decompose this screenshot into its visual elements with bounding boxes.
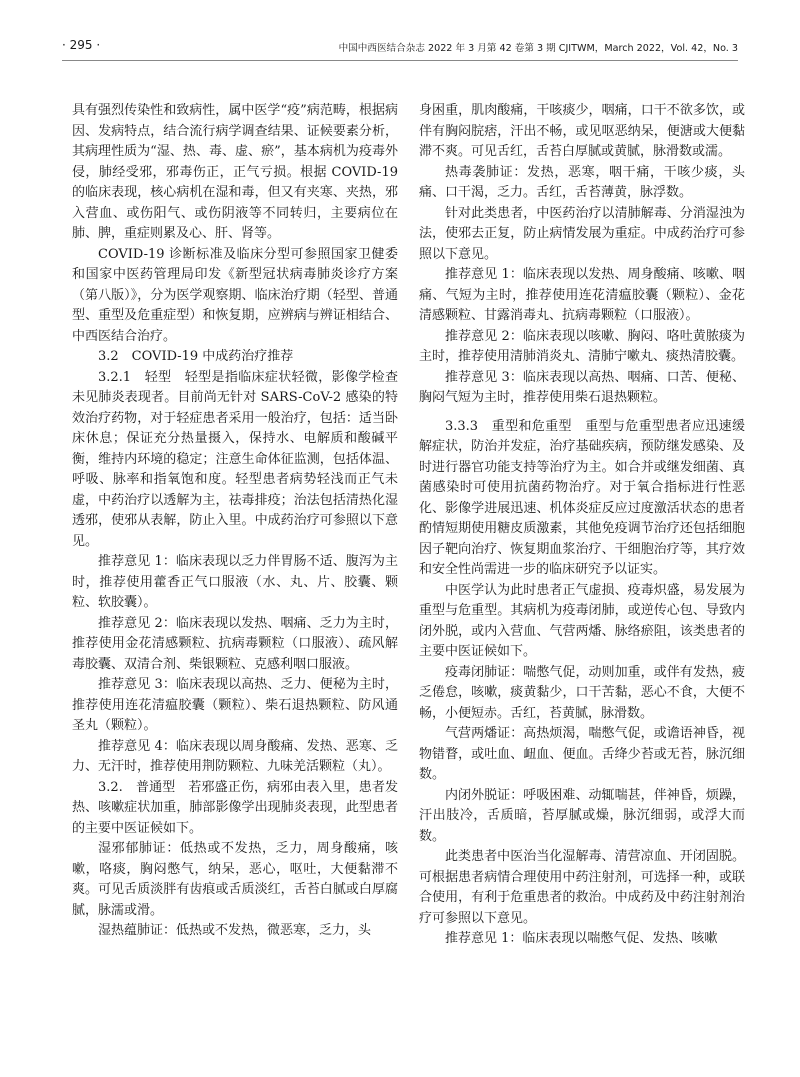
paragraph-continued: 具有强烈传染性和致病性，属中医学“疫”病范畴，根据病因、发病特点，结合流行病学调查结果、证候要素分析，其病理性质为“湿、热、毒、虚、瘀”，基本病机为疫毒外侵，肺经受邪，邪毒伤正，正气亏损。根据 COVID-19 的临床表现，核心病机在湿和毒，但又有夹寒、夹热，邪入营血、或伤阳气、或伤阴液等不同转归，主要病位在肺、脾，重症则累及心、肝、肾等。 — [72, 103, 398, 241]
paragraph-tcm-severe: 中医学认为此时患者正气虚损、疫毒炽盛，易发展为重型与危重型。其病机为疫毒闭肺，或逆传心包、导致内闭外脱，或内入营血、气营两燔、脉络瘀阻，该类患者的主要中医证候如下。 — [419, 582, 745, 659]
recommendation-3-common: 推荐意见 3：临床表现以高热、咽痛、口苦、便秘、胸闷气短为主时，推荐使用柴石退热颗粒。 — [419, 369, 745, 405]
running-header — [62, 36, 738, 61]
paragraph-common-type: 3.2. 普通型 若邪盛正伤，病邪由表入里，患者发热、咳嗽症状加重，肺部影像学出现肺炎表现，此型患者的主要中医证候如下。 — [72, 779, 398, 836]
recommendation-1-severe: 推荐意见 1：临床表现以喘憋气促、发热、咳嗽 — [445, 931, 718, 946]
page-number: · 295 · — [62, 38, 101, 52]
recommendation-1-common: 推荐意见 1：临床表现以发热、周身酸痛、咳嗽、咽痛、气短为主时，推荐使用连花清瘟胶囊（颗粒）、金花清感颗粒、甘露消毒丸、抗病毒颗粒（口服液）。 — [419, 267, 745, 323]
recommendation-2: 推荐意见 2：临床表现以发热、咽痛、乏力为主时，推荐使用金花清感颗粒、抗病毒颗粒（口服液）、疏风解毒胶囊、双清合剂、柴银颗粒、克感利咽口服液。 — [72, 615, 398, 672]
syndrome-toxin-blocking-lung: 疫毒闭肺证：喘憋气促，动则加重，或伴有发热，疲乏倦怠，咳嗽，痰黄黏少，口干苦黏，恶心不食，大便不畅，小便短赤。舌红，苔黄腻，脉滑数。 — [419, 664, 745, 721]
paragraph-diagnosis-criteria: COVID-19 诊断标准及临床分型可参照国家卫健委和国家中医药管理局印发《新型冠状病毒肺炎诊疗方案（第八版）》，分为医学观察期、临床治疗期（轻型、普通型、重型及危重症型）和恢复期，应辨病与辨证相结合、中西医结合治疗。 — [72, 246, 398, 344]
syndrome-damp-lung: 湿邪郁肺证：低热或不发热，乏力，周身酸痛，咳嗽，咯痰，胸闷憋气，纳呆，恶心，呕吐，大便黏滞不爽。可见舌质淡胖有齿痕或舌质淡红，舌苔白腻或白厚腐腻，脉濡或滑。 — [72, 841, 398, 918]
recommendation-1: 推荐意见 1：临床表现以乏力伴胃肠不适、腹泻为主时，推荐使用藿香正气口服液（水、丸、片、胶囊、颗粒、软胶囊）。 — [72, 554, 398, 610]
journal-citation: 中国中西医结合杂志 2022 年 3 月第 42 卷第 3 期 CJITWM，March 2022，Vol. 42，No. 3 — [338, 43, 738, 54]
syndrome-qi-ying-blaze: 气营两燔证：高热烦渴，喘憋气促，或谵语神昏，视物错瞀，或吐血、衄血、便血。舌绛少苔或无苔，脉沉细数。 — [419, 726, 745, 782]
paragraph-treatment-principle: 针对此类患者，中医药治疗以清肺解毒、分消湿浊为法，使邪去正复，防止病情发展为重症。中成药治疗可参照以下意见。 — [419, 205, 745, 262]
recommendation-3: 推荐意见 3：临床表现以高热、乏力、便秘为主时，推荐使用连花清瘟胶囊（颗粒）、柴石退热颗粒、防风通圣丸（颗粒）。 — [72, 677, 398, 733]
section-heading-3-2: 3.2 COVID-19 中成药治疗推荐 — [98, 349, 294, 364]
syndrome-damp-heat-lung: 湿热蕴肺证：低热或不发热，微恶寒，乏力，头 — [98, 923, 372, 938]
syndrome-inner-block-outer-collapse: 内闭外脱证：呼吸困难、动辄喘甚，伴神昏，烦躁，汗出肢冷，舌质暗，苔厚腻或燥，脉沉细弱，或浮大而数。 — [419, 787, 745, 844]
paragraph-severe-treatment: 此类患者中医治当化湿解毒、清营凉血、开闭固脱。可根据患者病情合理使用中药注射剂，可选择一种，或联合使用，有利于危重患者的救治。中成药及中药注射剂治疗可参照以下意见。 — [419, 849, 745, 926]
right-column — [419, 101, 745, 950]
paragraph-mild-type: 3.2.1 轻型 轻型是指临床症状轻微，影像学检查未见肺炎表现者。目前尚无针对 SARS-CoV-2 感染的特效治疗药物，对于轻症患者采用一般治疗，包括：适当卧床休息；保证充分热量摄入，保持水、电解质和酸碱平衡，维持内环境的稳定；注意生命体征监测，包括体温、呼吸、脉率和指氧饱和度。轻型患者病势轻浅而正气未虚，中药治疗以透解为主，祛毒排疫；治法包括清热化湿透邪，使邪从表解，防止入里。中成药治疗可参照以下意见。 — [72, 369, 398, 549]
paragraph-continued-right: 身困重，肌肉酸痛，干咳痰少，咽痛，口干不欲多饮，或伴有胸闷脘痞，汗出不畅，或见呕恶纳呆，便溏或大便黏滞不爽。可见舌红，舌苔白厚腻或黄腻，脉滑数或濡。 — [419, 103, 745, 159]
left-column — [72, 101, 398, 942]
recommendation-2-common: 推荐意见 2：临床表现以咳嗽、胸闷、咯吐黄脓痰为主时，推荐使用清肺消炎丸、清肺宁嗽丸、痰热清胶囊。 — [419, 328, 745, 364]
paragraph-severe-type: 3.3.3 重型和危重型 重型与危重型患者应迅速缓解症状，防治并发症，治疗基础疾病，预防继发感染、及时进行器官功能支持等治疗为主。如合并或继发细菌、真菌感染时可使用抗菌药物治疗。对于氧合指标进行性恶化、影像学进展迅速、机体炎症反应过度激活状态的患者酌情短期使用糖皮质激素，其他免疫调节治疗还包括细胞因子靶向治疗、恢复期血浆治疗、干细胞治疗等，其疗效和安全性尚需进一步的临床研究予以证实。 — [419, 418, 745, 577]
recommendation-4: 推荐意见 4：临床表现以周身酸痛、发热、恶寒、乏力、无汗时，推荐使用荆防颗粒、九味羌活颗粒（丸）。 — [72, 738, 398, 774]
syndrome-heat-toxin-lung: 热毒袭肺证：发热，恶寒，咽干痛，干咳少痰，头痛、口干渴，乏力。舌红，舌苔薄黄，脉浮数。 — [419, 164, 745, 200]
